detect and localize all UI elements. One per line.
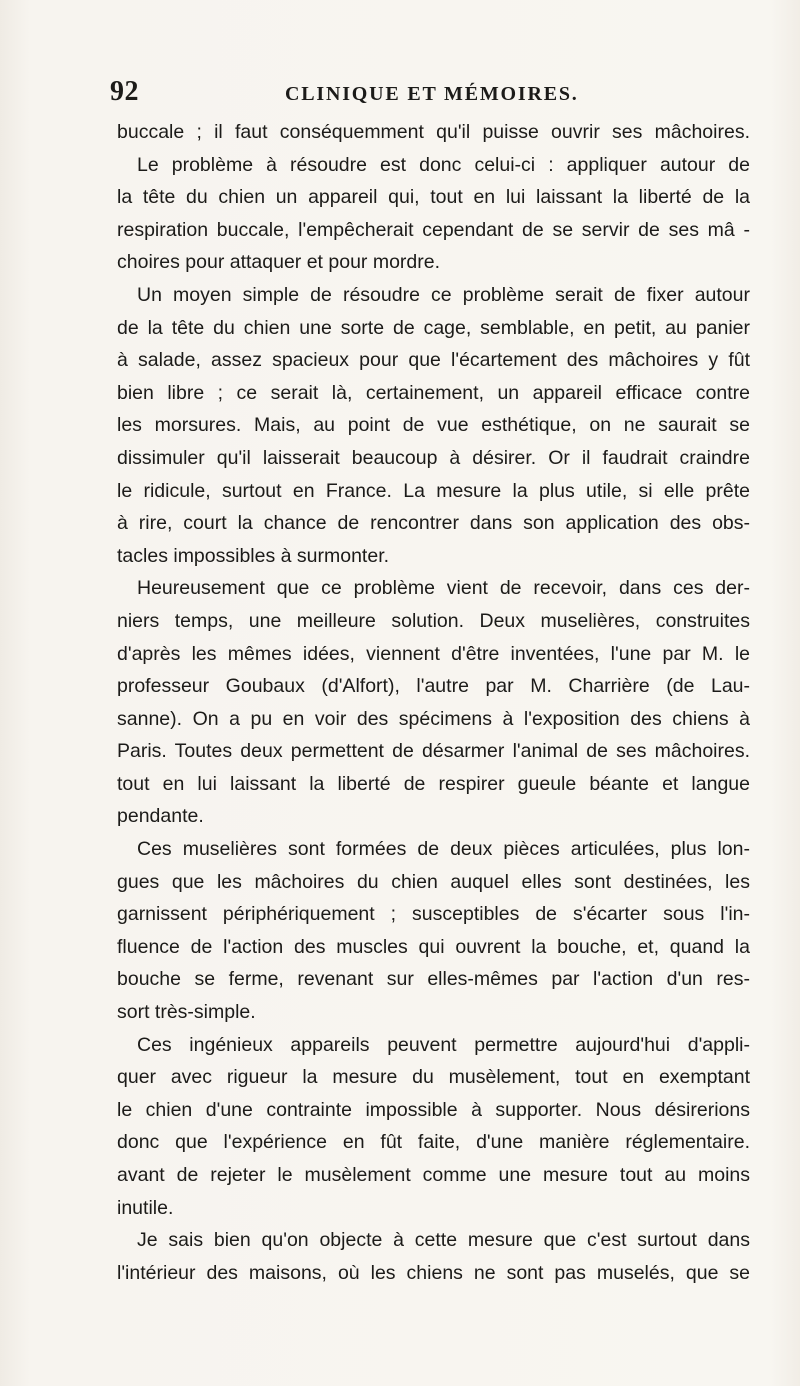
text-line: avant de rejeter le musèlement comme une mesure tout au moins bbox=[117, 1164, 750, 1186]
page-number: 92 bbox=[110, 76, 139, 107]
text-line: l'intérieur des maisons, où les chiens ne sont pas muselés, que se bbox=[117, 1261, 750, 1284]
text-line: buccale ; il faut conséquemment qu'il puisse ouvrir ses mâchoires. bbox=[117, 121, 750, 143]
text-line: Le problème à résoudre est donc celui-ci : appliquer autour de bbox=[137, 153, 750, 176]
text-line: donc que l'expérience en fût faite, d'une manière réglementaire. bbox=[117, 1131, 750, 1154]
text-line: tacles impossibles à surmonter. bbox=[117, 544, 390, 567]
text-line: le ridicule, surtout en France. La mesure la plus utile, si elle prête bbox=[117, 479, 750, 502]
text-line: Paris. Toutes deux permettent de désarmer l'animal de ses mâchoires. bbox=[117, 740, 750, 763]
text-line: Ces ingénieux appareils peuvent permettre aujourd'hui d'appli- bbox=[137, 1033, 750, 1056]
text-line: Heureusement que ce problème vient de recevoir, dans ces der- bbox=[137, 577, 750, 600]
text-line: dissimuler qu'il laisserait beaucoup à désirer. Or il faudrait craindre bbox=[117, 446, 750, 469]
text-line: sort très-simple. bbox=[117, 1001, 256, 1024]
page-header bbox=[110, 76, 750, 112]
text-line: fluence de l'action des muscles qui ouvrent la bouche, et, quand la bbox=[117, 935, 750, 958]
text-line: d'après les mêmes idées, viennent d'être inventées, l'une par M. le bbox=[117, 642, 750, 665]
text-line: bouche se ferme, revenant sur elles-mêmes par l'action d'un res- bbox=[117, 968, 750, 991]
running-head: CLINIQUE ET MÉMOIRES. bbox=[285, 83, 579, 105]
text-line: les morsures. Mais, au point de vue esthétique, on ne saurait se bbox=[117, 414, 750, 437]
text-line: bien libre ; ce serait là, certainement, un appareil efficace contre bbox=[117, 381, 750, 404]
text-line: de la tête du chien une sorte de cage, semblable, en petit, au panier bbox=[117, 316, 750, 339]
text-line: professeur Goubaux (d'Alfort), l'autre par M. Charrière (de Lau- bbox=[117, 675, 750, 698]
text-line: le chien d'une contrainte impossible à supporter. Nous désirerions bbox=[117, 1098, 750, 1121]
text-line: quer avec rigueur la mesure du musèlement, tout en exemptant bbox=[117, 1066, 750, 1089]
text-line: choires pour attaquer et pour mordre. bbox=[117, 251, 441, 274]
text-line: sanne). On a pu en voir des spécimens à l'exposition des chiens à bbox=[117, 707, 750, 730]
text-line: tout en lui laissant la liberté de respirer gueule béante et langue bbox=[117, 772, 750, 795]
text-line: à salade, assez spacieux pour que l'écartement des mâchoires y fût bbox=[117, 349, 750, 372]
body-text bbox=[117, 116, 750, 1289]
text-line: pendante. bbox=[117, 805, 204, 828]
text-line: respiration buccale, l'empêcherait cependant de se servir de ses mâ - bbox=[117, 218, 750, 241]
text-line: Ces muselières sont formées de deux pièces articulées, plus lon- bbox=[137, 838, 750, 861]
text-line: gues que les mâchoires du chien auquel elles sont destinées, les bbox=[117, 870, 750, 893]
text-line: à rire, court la chance de rencontrer dans son application des obs- bbox=[117, 512, 750, 535]
text-line: Un moyen simple de résoudre ce problème serait de fixer autour bbox=[137, 283, 750, 306]
text-line: inutile. bbox=[117, 1196, 174, 1219]
text-line: Je sais bien qu'on objecte à cette mesure que c'est surtout dans bbox=[137, 1229, 750, 1252]
text-line: garnissent périphériquement ; susceptibles de s'écarter sous l'in- bbox=[117, 903, 750, 926]
text-line: la tête du chien un appareil qui, tout en lui laissant la liberté de la bbox=[117, 186, 750, 209]
text-line: niers temps, une meilleure solution. Deux muselières, construites bbox=[117, 609, 750, 632]
